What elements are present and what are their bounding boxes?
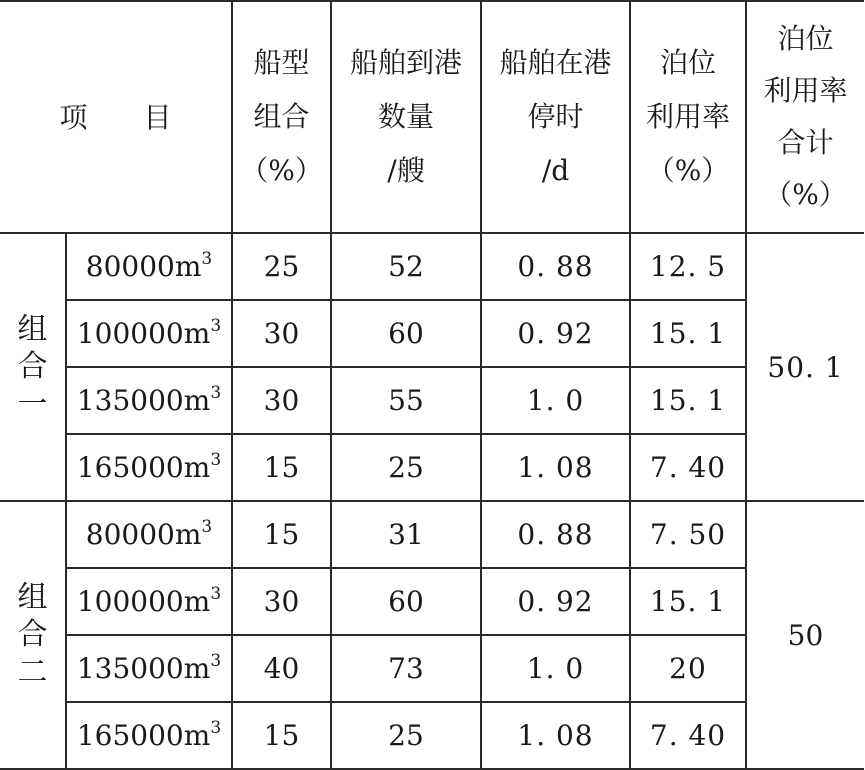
berth-util-cell: 20 <box>630 635 746 702</box>
ship-mix-cell: 30 <box>232 367 331 434</box>
ship-size-cell: $80000m^3$ <box>66 501 232 568</box>
arrivals-cell: 60 <box>331 300 481 367</box>
arrivals-cell: 25 <box>331 434 481 501</box>
port-time-cell: 0. 88 <box>481 501 630 568</box>
berth-util-cell: 7. 40 <box>630 702 746 769</box>
port-time-cell: 1. 08 <box>481 702 630 769</box>
port-time-cell: 0. 92 <box>481 568 630 635</box>
port-time-cell: 1. 0 <box>481 367 630 434</box>
berth-util-cell: 12. 5 <box>630 233 746 300</box>
ship-size-cell: $100000m^3$ <box>66 568 232 635</box>
header-berth-util: 泊位 利用率 （%） <box>630 1 746 233</box>
ship-mix-cell: 30 <box>232 300 331 367</box>
table-row <box>0 501 864 568</box>
arrivals-cell: 73 <box>331 635 481 702</box>
ship-size-cell: $135000m^3$ <box>66 635 232 702</box>
berth-util-cell: 15. 1 <box>630 300 746 367</box>
table-row <box>0 635 864 702</box>
ship-size-cell: $135000m^3$ <box>66 367 232 434</box>
table-row <box>0 702 864 769</box>
arrivals-cell: 60 <box>331 568 481 635</box>
arrivals-cell: 31 <box>331 501 481 568</box>
header-arrivals: 船舶到港 数量 /艘 <box>331 1 481 233</box>
berth-util-cell: 15. 1 <box>630 367 746 434</box>
table-row <box>0 233 864 300</box>
ship-mix-cell: 25 <box>232 233 331 300</box>
table-row <box>0 434 864 501</box>
header-item-cell <box>0 1 232 233</box>
ship-size-cell: $100000m^3$ <box>66 300 232 367</box>
ship-mix-cell: 40 <box>232 635 331 702</box>
port-time-cell: 0. 88 <box>481 233 630 300</box>
header-item-label-2: 目 <box>143 100 172 134</box>
header-total-util: 泊位 利用率 合计 （%） <box>746 1 864 233</box>
ship-size-cell: $80000m^3$ <box>66 233 232 300</box>
ship-mix-cell: 30 <box>232 568 331 635</box>
arrivals-cell: 55 <box>331 367 481 434</box>
header-row <box>0 1 864 233</box>
table-row <box>0 367 864 434</box>
berth-util-cell: 7. 40 <box>630 434 746 501</box>
berth-util-cell: 7. 50 <box>630 501 746 568</box>
header-ship-mix: 船型 组合 （%） <box>232 1 331 233</box>
header-item-label: 项 <box>59 100 88 134</box>
group-label-1: 组 合 一 <box>0 233 66 501</box>
total-util-cell-2: 50 <box>746 501 864 769</box>
ship-mix-cell: 15 <box>232 501 331 568</box>
total-util-cell-1: 50. 1 <box>746 233 864 501</box>
port-time-cell: 1. 08 <box>481 434 630 501</box>
header-port-time: 船舶在港 停时 /d <box>481 1 630 233</box>
port-time-cell: 1. 0 <box>481 635 630 702</box>
port-time-cell: 0. 92 <box>481 300 630 367</box>
arrivals-cell: 25 <box>331 702 481 769</box>
ship-size-cell: $165000m^3$ <box>66 434 232 501</box>
group-label-2: 组 合 二 <box>0 501 66 769</box>
table-row <box>0 300 864 367</box>
table-row <box>0 568 864 635</box>
ship-size-cell: $165000m^3$ <box>66 702 232 769</box>
ship-mix-cell: 15 <box>232 702 331 769</box>
berth-util-cell: 15. 1 <box>630 568 746 635</box>
arrivals-cell: 52 <box>331 233 481 300</box>
ship-mix-cell: 15 <box>232 434 331 501</box>
